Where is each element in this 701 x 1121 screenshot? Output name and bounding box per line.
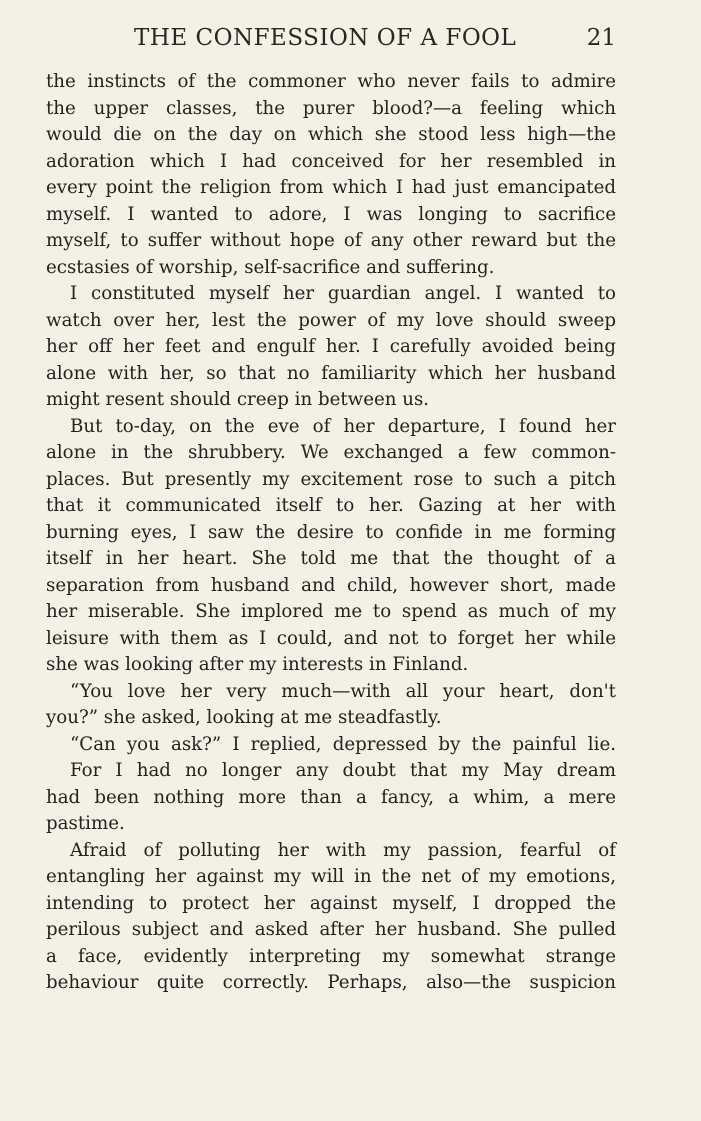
text-line: For I had no longer any doubt that my May dream (70, 760, 616, 781)
text-line: separation from husband and child, however short, made (46, 574, 616, 596)
text-line: places. But presently my excitement rose to such a pitch (46, 468, 616, 490)
text-line: alone in the shrubbery. We exchanged a few common- (46, 442, 616, 463)
text-line: she was looking after my interests in Finland. (46, 654, 469, 675)
text-line: perilous subject and asked after her husband. She pulled (46, 919, 616, 940)
text-line: her off her feet and engulf her. I carefully avoided being (46, 336, 616, 357)
text-line: itself in her heart. She told me that the thought of a (46, 548, 616, 569)
text-line: I constituted myself her guardian angel. I wanted to (70, 283, 616, 304)
running-title: THE CONFESSION OF A FOOL (134, 25, 517, 51)
text-line: that it communicated itself to her. Gazing at her with (46, 495, 616, 516)
text-line: “Can you ask?” I replied, depressed by the painful lie. (70, 733, 616, 755)
text-line: pastime. (46, 813, 125, 834)
text-line: intending to protect her against myself, I dropped the (46, 892, 616, 914)
text-line: the instincts of the commoner who never fails to admire (46, 71, 616, 92)
text-line: adoration which I had conceived for her resembled in (46, 150, 616, 172)
text-line: myself, to suffer without hope of any other reward but the (46, 230, 616, 251)
text-line: had been nothing more than a fancy, a whim, a mere (46, 786, 616, 808)
text-line: But to-day, on the eve of her departure, I found her (70, 415, 616, 437)
text-line: the upper classes, the purer blood?—a feeling which (46, 97, 616, 119)
text-line: leisure with them as I could, and not to forget her while (46, 627, 616, 649)
text-line: entangling her against my will in the net of my emotions, (46, 866, 616, 887)
text-line: would die on the day on which she stood less high—the (46, 124, 616, 145)
text-line: myself. I wanted to adore, I was longing to sacrifice (46, 203, 616, 225)
running-head (46, 22, 616, 54)
page-number: 21 (586, 25, 616, 51)
text-line: her miserable. She implored me to spend as much of my (46, 601, 616, 622)
text-line: you?” she asked, looking at me steadfastly. (46, 707, 442, 728)
text-line: watch over her, lest the power of my love should sweep (46, 309, 616, 331)
text-line: alone with her, so that no familiarity which her husband (46, 362, 616, 384)
text-line: Afraid of polluting her with my passion, fearful of (70, 839, 616, 861)
text-line: every point the religion from which I had just emancipated (46, 177, 616, 198)
text-line: behaviour quite correctly. Perhaps, also—the suspicion (46, 972, 616, 993)
text-line: burning eyes, I saw the desire to confide in me forming (46, 521, 616, 543)
text-line: might resent should creep in between us. (46, 389, 430, 410)
text-line: a face, evidently interpreting my somewhat strange (46, 945, 616, 967)
text-line: ecstasies of worship, self-sacrifice and suffering. (46, 256, 495, 278)
text-line: “You love her very much—with all your heart, don't (70, 680, 616, 702)
body-text (46, 69, 616, 997)
